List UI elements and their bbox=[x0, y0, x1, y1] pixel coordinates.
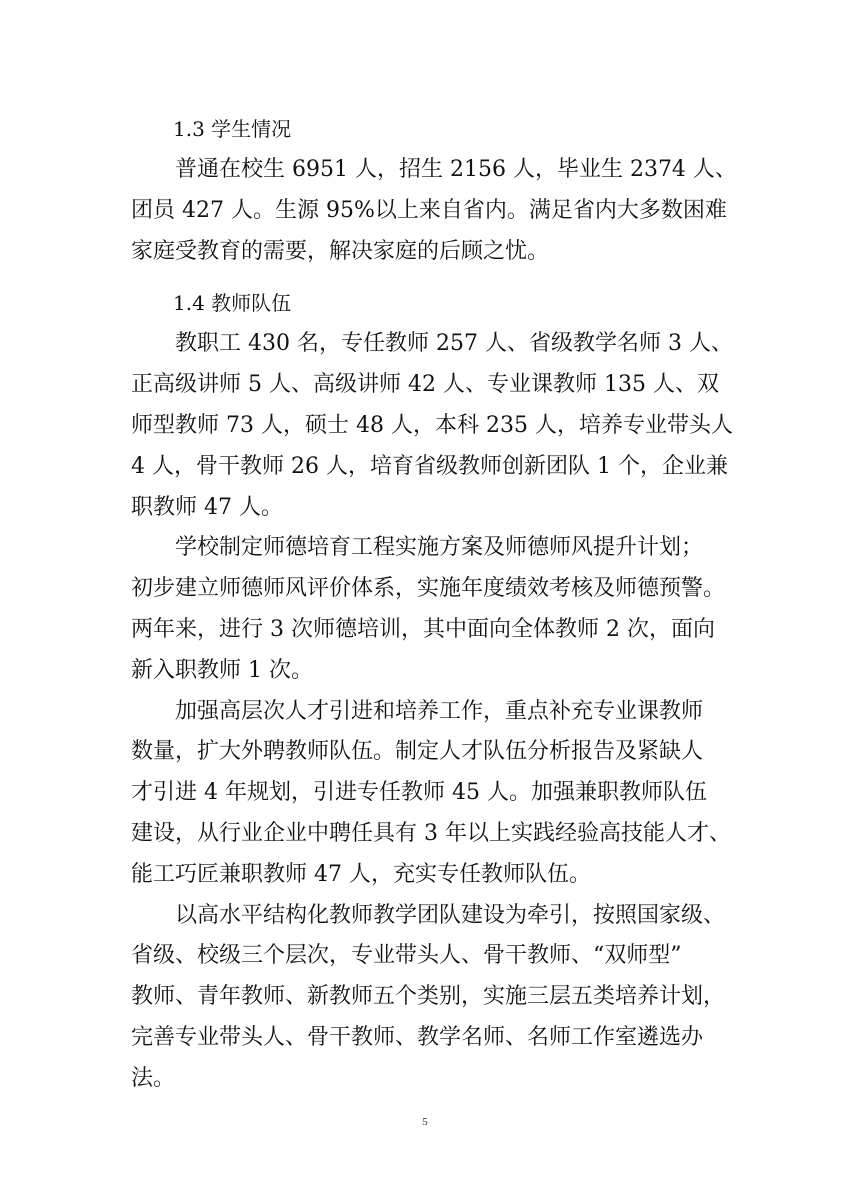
text-line: 新入职教师 1 次。 bbox=[131, 657, 313, 683]
section-heading-1-3: 1.3 学生情况 bbox=[173, 117, 292, 141]
text-line: 才引进 4 年规划，引进专任教师 45 人。加强兼职教师队伍 bbox=[131, 780, 707, 806]
text-line: 教职工 430 名，专任教师 257 人、省级教学名师 3 人、 bbox=[175, 331, 733, 357]
text-line: 4 人，骨干教师 26 人，培育省级教师创新团队 1 个，企业兼 bbox=[131, 453, 728, 479]
text-line: 法。 bbox=[131, 1065, 176, 1091]
text-line: 初步建立师德师风评价体系，实施年度绩效考核及师德预警。 bbox=[131, 576, 726, 602]
text-line: 家庭受教育的需要，解决家庭的后顾之忧。 bbox=[131, 238, 550, 264]
text-line: 学校制定师德培育工程实施方案及师德师风提升计划； bbox=[175, 535, 704, 561]
text-line: 以高水平结构化教师教学团队建设为牵引，按照国家级、 bbox=[175, 902, 726, 928]
text-line: 师型教师 73 人，硕士 48 人，本科 235 人，培养专业带头人 bbox=[131, 412, 733, 438]
text-line: 能工巧匠兼职教师 47 人，充实专任教师队伍。 bbox=[131, 861, 591, 887]
paragraph-student-stats bbox=[131, 150, 737, 272]
paragraph-ethics bbox=[131, 528, 731, 691]
page-number: 5 bbox=[422, 1116, 428, 1128]
text-line: 加强高层次人才引进和培养工作，重点补充专业课教师 bbox=[175, 698, 704, 724]
text-line: 正高级讲师 5 人、高级讲师 42 人、专业课教师 135 人、双 bbox=[131, 372, 719, 398]
page-content bbox=[131, 108, 737, 1100]
text-line: 两年来，进行 3 次师德培训，其中面向全体教师 2 次，面向 bbox=[131, 616, 715, 642]
paragraph-talent bbox=[131, 692, 731, 896]
text-line: 团员 427 人。生源 95%以上来自省内。满足省内大多数困难 bbox=[131, 197, 727, 223]
text-line: 完善专业带头人、骨干教师、教学名师、名师工作室遴选办 bbox=[131, 1024, 704, 1050]
text-line: 数量，扩大外聘教师队伍。制定人才队伍分析报告及紧缺人 bbox=[131, 739, 704, 765]
text-line: 普通在校生 6951 人，招生 2156 人，毕业生 2374 人、 bbox=[175, 157, 737, 182]
text-line: 省级、校级三个层次，专业带头人、骨干教师、“双师型” bbox=[131, 943, 682, 969]
paragraph-staff-stats bbox=[131, 324, 731, 528]
text-line: 建设，从行业企业中聘任具有 3 年以上实践经验高技能人才、 bbox=[131, 820, 731, 846]
section-heading-1-4: 1.4 教师队伍 bbox=[173, 291, 292, 316]
text-line: 职教师 47 人。 bbox=[131, 494, 283, 520]
paragraph-team-building bbox=[131, 896, 731, 1100]
text-line: 教师、青年教师、新教师五个类别，实施三层五类培养计划， bbox=[131, 984, 726, 1010]
